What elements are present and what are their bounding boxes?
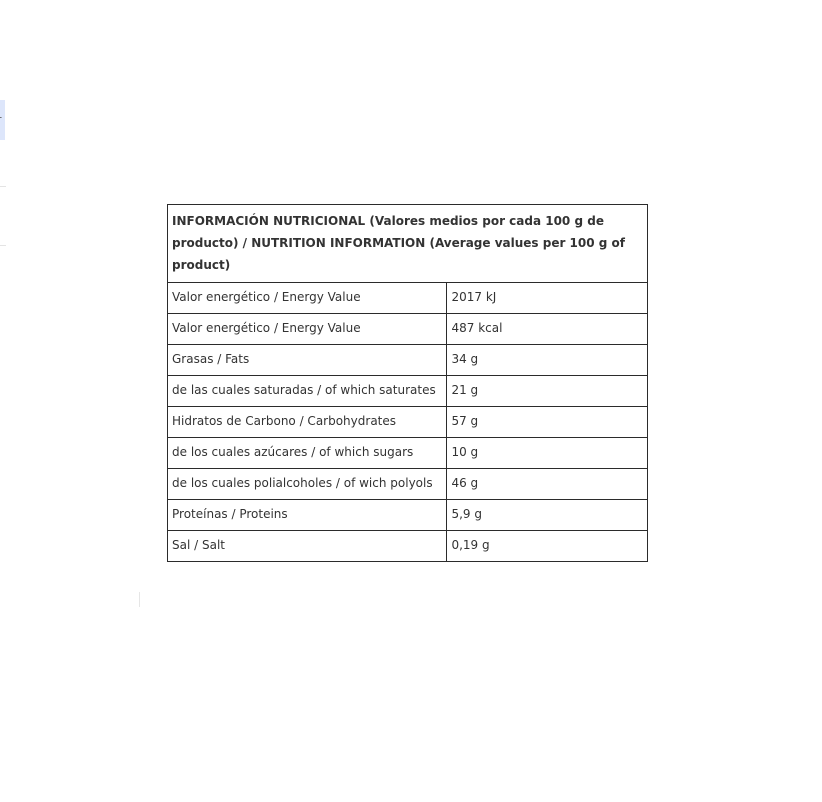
nutrient-value: 21 g <box>447 376 648 407</box>
edge-tab-text <box>0 113 2 127</box>
table-row <box>168 407 648 438</box>
nutrient-label: Valor energético / Energy Value <box>168 314 447 345</box>
nutrient-value: 57 g <box>447 407 648 438</box>
nutrient-value: 5,9 g <box>447 500 648 531</box>
table-row <box>168 283 648 314</box>
table-row <box>168 500 648 531</box>
nutrient-label: Valor energético / Energy Value <box>168 283 447 314</box>
table-row <box>168 469 648 500</box>
edge-tab-fragment[interactable] <box>0 100 5 140</box>
nutrient-label: Hidratos de Carbono / Carbohydrates <box>168 407 447 438</box>
nutrient-label: de los cuales polialcoholes / of wich polyols <box>168 469 447 500</box>
nutrient-label: Proteínas / Proteins <box>168 500 447 531</box>
table-row <box>168 345 648 376</box>
edge-divider <box>0 186 6 187</box>
nutrient-value: 0,19 g <box>447 531 648 562</box>
nutrient-value: 46 g <box>447 469 648 500</box>
table-row <box>168 438 648 469</box>
table-header: INFORMACIÓN NUTRICIONAL (Valores medios por cada 100 g de producto) / NUTRITION INFORMATION (Average values per 100 g of product) <box>168 205 648 283</box>
edge-divider <box>0 245 6 246</box>
nutrient-value: 2017 kJ <box>447 283 648 314</box>
table-row <box>168 531 648 562</box>
nutrient-label: Sal / Salt <box>168 531 447 562</box>
nutrient-label: Grasas / Fats <box>168 345 447 376</box>
nutrition-table <box>167 204 648 562</box>
table-header-row <box>168 205 648 283</box>
nutrient-label: de las cuales saturadas / of which saturates <box>168 376 447 407</box>
nutrient-value: 487 kcal <box>447 314 648 345</box>
nutrient-value: 10 g <box>447 438 648 469</box>
nutrient-value: 34 g <box>447 345 648 376</box>
table-row <box>168 376 648 407</box>
text-caret <box>139 592 140 607</box>
table-row <box>168 314 648 345</box>
nutrient-label: de los cuales azúcares / of which sugars <box>168 438 447 469</box>
